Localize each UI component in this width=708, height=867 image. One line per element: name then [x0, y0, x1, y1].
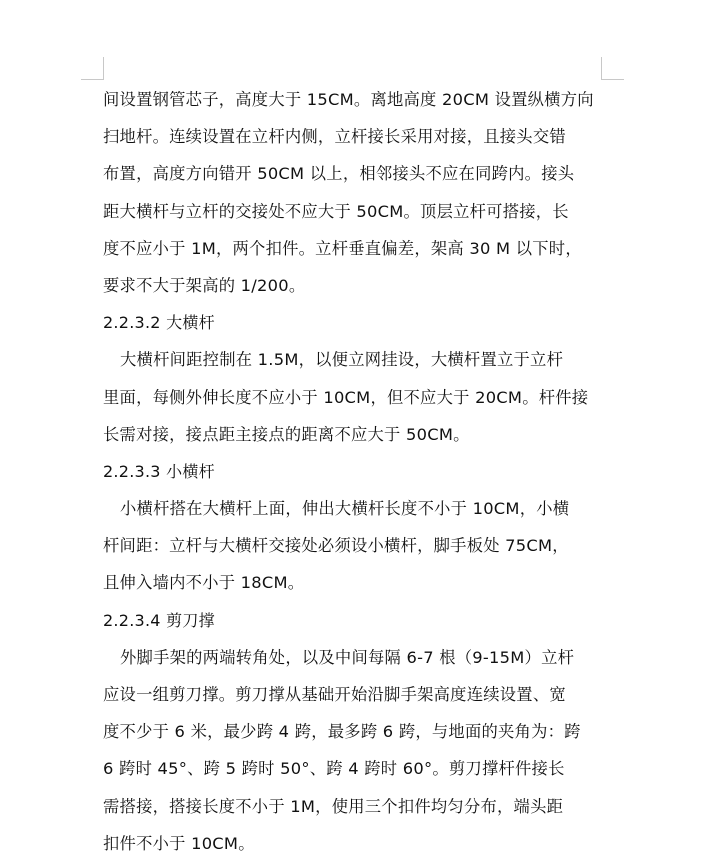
paragraph-line: 大横杆间距控制在 1.5M，以便立网挂设，大横杆置立于立杆: [120, 350, 564, 370]
paragraph-line: 里面，每侧外伸长度不应小于 10CM，但不应大于 20CM。杆件接: [103, 387, 589, 407]
page-corner-mark-top-right: [601, 57, 624, 80]
paragraph-line: 布置，高度方向错开 50CM 以上，相邻接头不应在同跨内。接头: [103, 164, 575, 184]
paragraph-line: 6 跨时 45°、跨 5 跨时 50°、跨 4 跨时 60°。剪刀撑杆件接长: [103, 759, 565, 779]
paragraph-line: 应设一组剪刀撑。剪刀撑从基础开始沿脚手架高度连续设置、宽: [103, 685, 566, 704]
paragraph-line: 需搭接，搭接长度不小于 1M，使用三个扣件均匀分布，端头距: [103, 796, 564, 816]
paragraph-line: 长需对接，接点距主接点的距离不应大于 50CM。: [103, 424, 470, 444]
section-heading-2-2-3-4: 2.2.3.4 剪刀撑: [103, 610, 215, 630]
paragraph-line: 度不应小于 1M，两个扣件。立杆垂直偏差，架高 30 M 以下时，: [103, 238, 582, 258]
document-page: [103, 81, 603, 862]
section-heading-2-2-3-3: 2.2.3.3 小横杆: [103, 461, 215, 481]
paragraph-line: 要求不大于架高的 1/200。: [103, 275, 306, 295]
paragraph-line: 扣件不小于 10CM。: [103, 833, 255, 853]
paragraph-line: 距大横杆与立杆的交接处不应大于 50CM。顶层立杆可搭接，长: [103, 201, 569, 221]
paragraph-line: 且伸入墙内不小于 18CM。: [103, 573, 305, 593]
paragraph-line: 扫地杆。连续设置在立杆内侧，立杆接长采用对接，且接头交错: [103, 127, 566, 147]
paragraph-line: 杆间距：立杆与大横杆交接处必须设小横杆，脚手板处 75CM，: [103, 536, 569, 556]
page-corner-mark-top-left: [81, 57, 104, 80]
paragraph-line: 外脚手架的两端转角处，以及中间每隔 6-7 根（9-15M）立杆: [120, 647, 575, 667]
section-heading-2-2-3-2: 2.2.3.2 大横杆: [103, 313, 215, 333]
paragraph-line: 间设置钢管芯子，高度大于 15CM。离地高度 20CM 设置纵横方向: [103, 90, 594, 109]
paragraph-line: 度不少于 6 米，最少跨 4 跨，最多跨 6 跨，与地面的夹角为：跨: [103, 722, 581, 742]
paragraph-line: 小横杆搭在大横杆上面，伸出大横杆长度不小于 10CM，小横: [120, 499, 570, 519]
